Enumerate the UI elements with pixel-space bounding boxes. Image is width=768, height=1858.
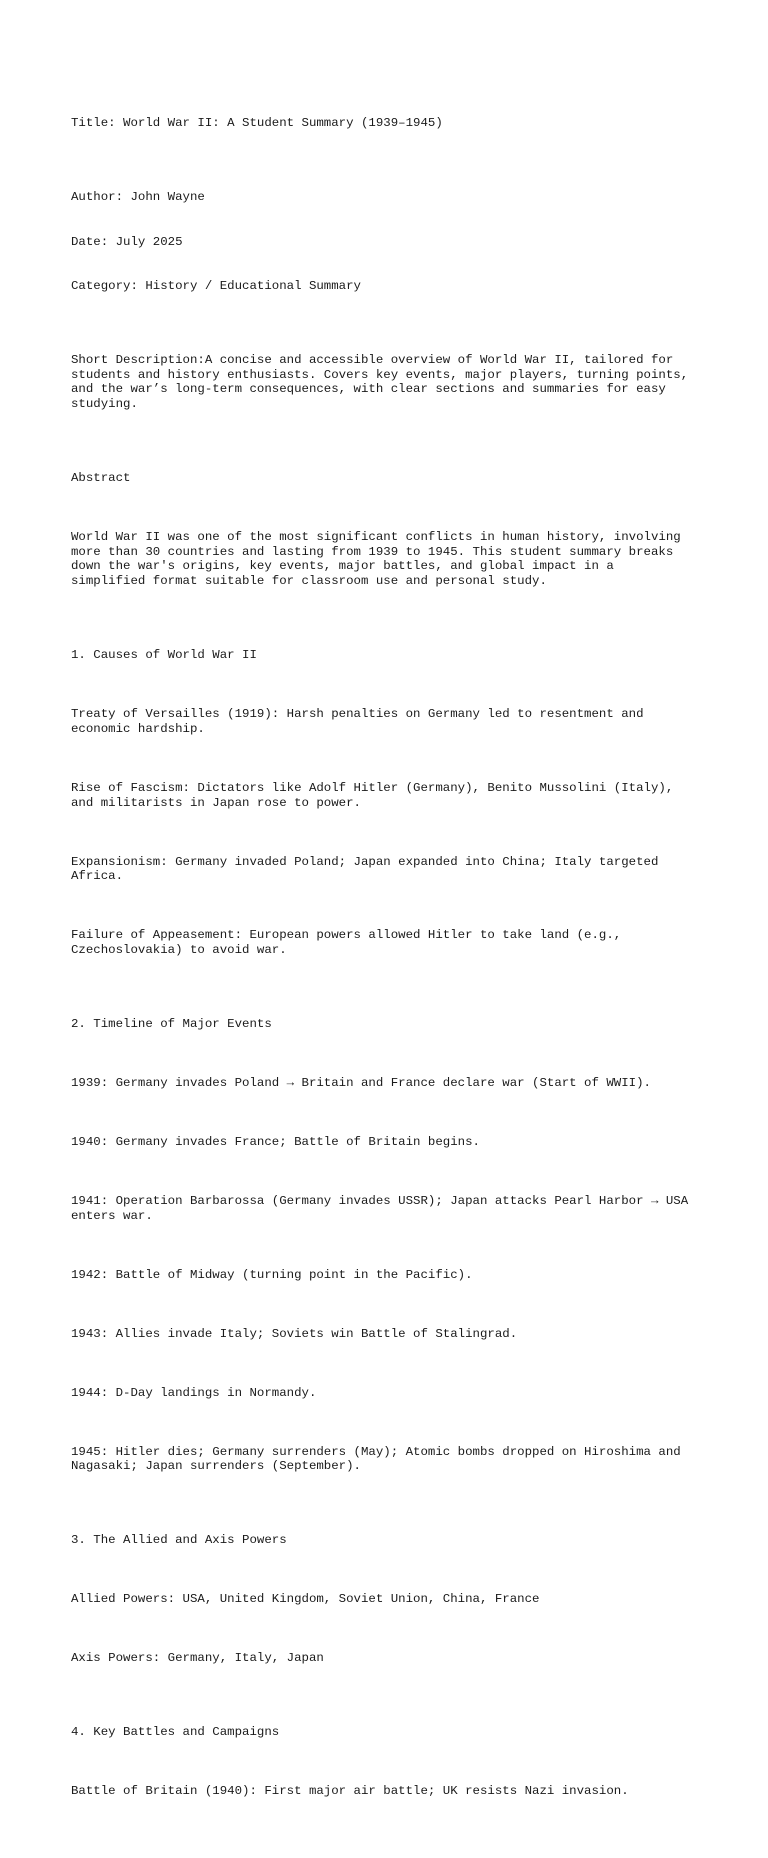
timeline-item: 1940: Germany invades France; Battle of Britain begins.	[71, 1134, 480, 1149]
date-line: Date: July 2025	[71, 234, 183, 249]
abstract-text: World War II was one of the most significant conflicts in human history, involving more than 30 countries and lasting from 1939 to 1945. This student summary breaks down the war's origins, key events, major battles, and global impact in a simplified format suitable for classroom use and personal study.	[71, 529, 681, 589]
cause-item: Expansionism: Germany invaded Poland; Japan expanded into China; Italy targeted Africa.	[71, 854, 659, 884]
document-body	[71, 72, 711, 1858]
timeline-item: 1939: Germany invades Poland → Britain and France declare war (Start of WWII).	[71, 1075, 651, 1090]
timeline-item: 1944: D-Day landings in Normandy.	[71, 1385, 317, 1400]
allied-powers: Allied Powers: USA, United Kingdom, Soviet Union, China, France	[71, 1592, 540, 1607]
timeline-item: 1941: Operation Barbarossa (Germany invades USSR); Japan attacks Pearl Harbor → USA enters war.	[71, 1193, 689, 1223]
category-line: Category: History / Educational Summary	[71, 278, 361, 293]
timeline-item: 1942: Battle of Midway (turning point in the Pacific).	[71, 1267, 473, 1282]
cause-item: Rise of Fascism: Dictators like Adolf Hitler (Germany), Benito Mussolini (Italy), and militarists in Japan rose to power.	[71, 780, 674, 810]
abstract-heading: Abstract	[71, 470, 131, 485]
short-description: Short Description:A concise and accessible overview of World War II, tailored for students and history enthusiasts. Covers key events, major players, turning points, and the war’s long-term consequences, with clear sections and summaries for easy studying.	[71, 352, 689, 412]
timeline-item: 1945: Hitler dies; Germany surrenders (May); Atomic bombs dropped on Hiroshima and Nagasaki; Japan surrenders (September).	[71, 1444, 681, 1474]
battle-item: Battle of Britain (1940): First major air battle; UK resists Nazi invasion.	[71, 1783, 629, 1798]
author-line: Author: John Wayne	[71, 190, 205, 205]
cause-item: Failure of Appeasement: European powers allowed Hitler to take land (e.g., Czechoslovakia) to avoid war.	[71, 928, 622, 958]
section-heading-powers: 3. The Allied and Axis Powers	[71, 1533, 287, 1548]
section-heading-causes: 1. Causes of World War II	[71, 648, 257, 663]
section-heading-timeline: 2. Timeline of Major Events	[71, 1016, 272, 1031]
document-title: Title: World War II: A Student Summary (1939–1945)	[71, 116, 443, 131]
timeline-item: 1943: Allies invade Italy; Soviets win Battle of Stalingrad.	[71, 1326, 518, 1341]
cause-item: Treaty of Versailles (1919): Harsh penalties on Germany led to resentment and economic hardship.	[71, 707, 644, 736]
section-heading-battles: 4. Key Battles and Campaigns	[71, 1724, 280, 1739]
axis-powers: Axis Powers: Germany, Italy, Japan	[71, 1651, 324, 1666]
